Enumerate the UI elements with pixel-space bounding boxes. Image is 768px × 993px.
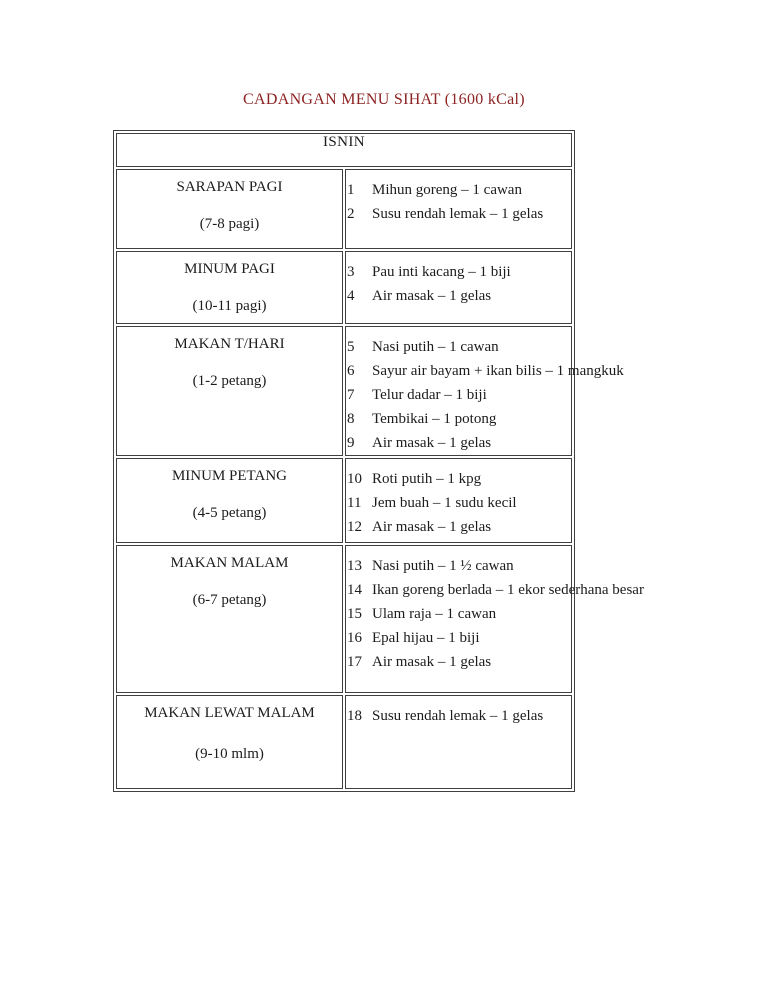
item-text: Ulam raja – 1 cawan [372,606,497,622]
item-text: Tembikai – 1 potong [372,411,497,427]
item-number: 11 [347,495,362,511]
meal-time: (6-7 petang) [192,592,267,608]
menu-item [347,260,569,284]
menu-item [347,704,569,728]
meal-name: MAKAN MALAM [170,555,289,571]
item-text: Air masak – 1 gelas [372,519,492,535]
item-text: Roti putih – 1 kpg [372,471,482,487]
menu-table [113,130,644,792]
item-text: Air masak – 1 gelas [372,654,492,670]
item-text: Mihun goreng – 1 cawan [372,182,522,198]
page-title: CADANGAN MENU SIHAT (1600 kCal) [243,91,525,108]
table-row [116,326,572,456]
item-number: 13 [347,558,362,574]
menu-item [347,202,569,226]
day-header-row [116,133,572,167]
item-number: 4 [347,288,355,304]
item-text: Sayur air bayam + ikan bilis – 1 mangkuk [372,363,624,379]
menu-item [347,431,569,455]
item-text: Pau inti kacang – 1 biji [372,264,511,280]
table-row [116,169,572,249]
menu-item [347,554,569,578]
item-number: 18 [347,708,362,724]
day-header-cell: ISNIN [116,133,572,167]
table-row [116,695,572,789]
menu-item [347,467,569,491]
item-number: 15 [347,606,362,622]
item-text: Susu rendah lemak – 1 gelas [372,206,544,222]
meal-time: (7-8 pagi) [199,216,260,232]
meal-cell [116,251,343,324]
menu-item [347,335,569,359]
item-number: 10 [347,471,362,487]
meal-items-cell [345,695,572,789]
menu-item [347,178,569,202]
meal-name: MINUM PETANG [171,468,288,484]
meal-items-cell [345,545,644,693]
meal-time: (4-5 petang) [192,505,267,521]
item-number: 5 [347,339,355,355]
meal-cell [116,545,343,693]
table-row [116,458,572,543]
meal-cell [116,169,343,249]
menu-item [347,491,569,515]
item-number: 3 [347,264,355,280]
menu-item [347,383,569,407]
meal-items-cell [345,169,572,249]
meal-cell [116,458,343,543]
item-text: Telur dadar – 1 biji [372,387,487,403]
item-text: Jem buah – 1 sudu kecil [372,495,517,511]
item-number: 14 [347,582,362,598]
menu-item [347,650,569,674]
menu-item [347,578,644,602]
table-row [116,251,572,324]
item-number: 2 [347,206,355,222]
menu-item [347,515,569,539]
menu-item [347,626,569,650]
meal-items-cell [345,251,572,324]
menu-item [347,284,569,308]
item-text: Air masak – 1 gelas [372,435,492,451]
item-number: 16 [347,630,362,646]
menu-table-body [116,133,644,789]
item-number: 6 [347,363,355,379]
item-text: Nasi putih – 1 ½ cawan [372,558,514,574]
item-number: 8 [347,411,355,427]
item-text: Susu rendah lemak – 1 gelas [372,708,544,724]
item-text: Ikan goreng berlada – 1 ekor sederhana besar [372,582,644,598]
item-number: 12 [347,519,362,535]
meal-time: (9-10 mlm) [195,746,264,762]
item-text: Nasi putih – 1 cawan [372,339,499,355]
meal-time: (1-2 petang) [192,373,267,389]
meal-cell [116,326,343,456]
meal-name: MINUM PAGI [184,261,275,277]
menu-item [347,359,624,383]
meal-name: MAKAN LEWAT MALAM [144,705,315,721]
item-number: 17 [347,654,362,670]
menu-item [347,407,569,431]
menu-item [347,602,569,626]
item-text: Air masak – 1 gelas [372,288,492,304]
meal-cell [116,695,343,789]
meal-time: (10-11 pagi) [192,298,267,314]
item-number: 1 [347,182,355,198]
item-text: Epal hijau – 1 biji [372,630,480,646]
meal-items-cell [345,326,624,456]
table-row [116,545,572,693]
meal-name: MAKAN T/HARI [174,336,285,352]
item-number: 7 [347,387,355,403]
meal-items-cell [345,458,572,543]
item-number: 9 [347,435,355,451]
meal-name: SARAPAN PAGI [176,179,283,195]
